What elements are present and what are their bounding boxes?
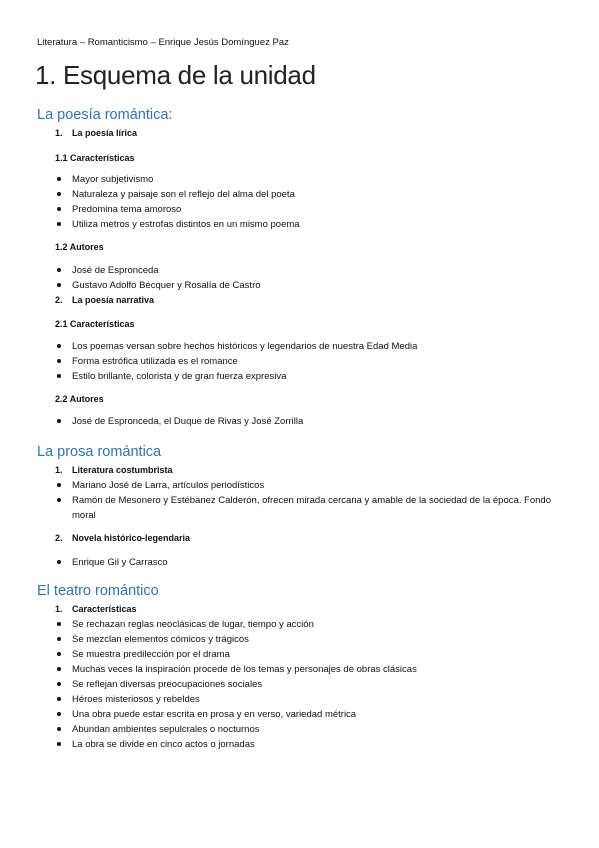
list-item-text: Abundan ambientes sepulcrales o nocturnos [72,724,260,735]
subheading: 1.1 Características [55,153,135,163]
numbered-item [55,465,173,475]
list-item-text: José de Espronceda, el Duque de Rivas y José Zorrilla [72,416,304,427]
subheading: 2.1 Características [55,319,135,329]
bullet-icon [57,560,61,564]
section-heading-poesia: La poesía romántica: [37,107,173,123]
bullet-icon [57,622,61,626]
item-label: Literatura costumbrista [72,465,173,475]
list-item-text: La obra se divide en cinco actos o jornadas [72,739,255,750]
item-label: La poesía lírica [72,128,138,138]
list-item-text: Predomina tema amoroso [72,204,182,215]
page-header: Literatura – Romanticismo – Enrique Jesús Domínguez Paz [37,37,289,48]
bullet-icon [57,697,61,701]
list-item-text: Estilo brillante, colorista y de gran fuerza expresiva [72,371,287,382]
subheading: 2.2 Autores [55,394,104,404]
list-item-text: Los poemas versan sobre hechos históricos y legendarios de nuestra Edad Media [72,341,418,352]
bullet-icon [57,192,61,196]
item-label: La poesía narrativa [72,295,155,305]
bullet-icon [57,419,61,423]
item-number: 1. [55,604,63,614]
bullet-icon [57,742,61,746]
item-number: 2. [55,533,63,543]
list-item-text: Enrique Gil y Carrasco [72,557,168,568]
bullet-icon [57,712,61,716]
list-item-text: Forma estrófica utilizada es el romance [72,356,238,367]
subheading: 1.2 Autores [55,242,104,252]
list-item-text: Una obra puede estar escrita en prosa y en verso, variedad métrica [72,709,357,720]
item-label: Novela histórico-legendaria [72,533,191,543]
bullet-icon [57,652,61,656]
numbered-item [55,533,190,543]
list-item-text: Héroes misteriosos y rebeldes [72,694,200,705]
list-item-text: Ramón de Mesonero y Estébanez Calderón, ofrecen mirada cercana y amable de la sociedad de la época. Fondo moral [72,495,551,521]
bullet-icon [57,177,61,181]
bullet-icon [57,268,61,272]
section-heading-prosa: La prosa romántica [37,444,162,460]
bullet-icon [57,344,61,348]
bullet-icon [57,207,61,211]
list-item-text: Naturaleza y paisaje son el reflejo del alma del poeta [72,189,295,200]
item-number: 2. [55,295,63,305]
list-item-text: Muchas veces la inspiración procede de los temas y personajes de obras clásicas [72,664,417,675]
section-heading-teatro: El teatro romántico [37,583,159,599]
item-number: 1. [55,465,63,475]
bullet-icon [57,283,61,287]
list-item-text: Gustavo Adolfo Bécquer y Rosalía de Castro [72,280,261,291]
item-number: 1. [55,128,63,138]
bullet-icon [57,359,61,363]
bullet-icon [57,498,61,502]
list-item-text: Se reflejan diversas preocupaciones sociales [72,679,263,690]
bullet-icon [57,667,61,671]
item-label: Características [72,604,137,614]
list-item-text: Se muestra predilección por el drama [72,649,230,660]
bullet-icon [57,222,61,226]
list-item-text: Mayor subjetivismo [72,174,154,185]
page-title: 1. Esquema de la unidad [35,60,316,90]
numbered-item [55,128,137,138]
bullet-icon [57,483,61,487]
list-item-text: Mariano José de Larra, artículos periodísticos [72,480,265,491]
list-item-text: José de Espronceda [72,265,159,276]
list-item-text: Se mezclan elementos cómicos y trágicos [72,634,249,645]
bullet-icon [57,682,61,686]
list-item-text: Utiliza metros y estrofas distintos en un mismo poema [72,219,300,230]
numbered-item [55,604,137,614]
bullet-icon [57,637,61,641]
list-item-text: Se rechazan reglas neoclásicas de lugar, tiempo y acción [72,619,314,630]
bullet-icon [57,727,61,731]
bullet-icon [57,374,61,378]
numbered-item [55,295,154,305]
